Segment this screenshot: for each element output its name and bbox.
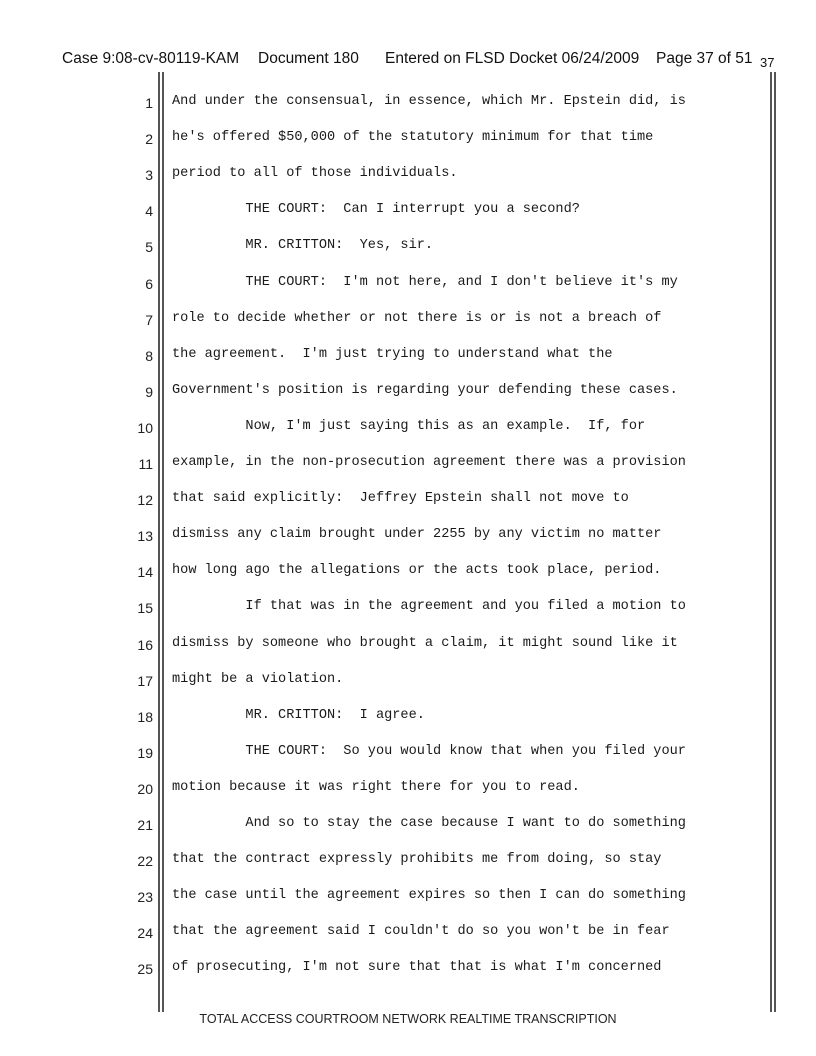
transcript-line: And under the consensual, in essence, which Mr. Epstein did, is	[172, 94, 686, 109]
transcript-line: example, in the non-prosecution agreement there was a provision	[172, 455, 686, 470]
line-number: 19	[137, 744, 153, 761]
line-number: 1	[145, 95, 153, 111]
line-number: 3	[145, 167, 153, 184]
transcript-line: THE COURT: I'm not here, and I don't believe it's my	[172, 274, 678, 290]
left-margin-rule	[158, 72, 160, 1012]
transcript-line: dismiss by someone who brought a claim, it might sound like it	[172, 635, 678, 651]
docket-entry: Entered on FLSD Docket 06/24/2009	[385, 50, 640, 67]
line-number: 17	[137, 672, 153, 689]
right-margin-rule-inner	[774, 72, 776, 1012]
transcript-line: that the contract expressly prohibits me from doing, so stay	[172, 852, 662, 868]
line-number: 12	[137, 492, 153, 509]
transcript-line: of prosecuting, I'm not sure that that is what I'm concerned	[172, 960, 662, 976]
transcript-line: role to decide whether or not there is or is not a breach of	[172, 310, 662, 326]
line-number: 21	[137, 817, 153, 833]
line-number: 24	[137, 925, 153, 942]
line-number: 18	[137, 708, 153, 725]
line-number: 9	[145, 383, 153, 400]
line-number: 14	[137, 564, 153, 581]
transcript-line: the agreement. I'm just trying to understand what the	[172, 346, 613, 362]
line-number: 4	[145, 203, 153, 220]
line-number: 22	[137, 853, 153, 870]
transcript-line: motion because it was right there for you to read.	[172, 779, 580, 795]
left-margin-rule-inner	[162, 72, 164, 1012]
line-number: 16	[137, 636, 153, 653]
transcript-line: MR. CRITTON: Yes, sir.	[172, 238, 434, 254]
transcript-line: MR. CRITTON: I agree.	[172, 707, 425, 723]
case-number: Case 9:08-cv-80119-KAM	[62, 50, 240, 67]
transcription-footer: TOTAL ACCESS COURTROOM NETWORK REALTIME TRANSCRIPTION	[199, 1012, 617, 1026]
transcript-line: If that was in the agreement and you filed a motion to	[172, 599, 686, 615]
line-number: 13	[137, 528, 153, 545]
line-number: 25	[137, 961, 153, 978]
transcript-line: THE COURT: Can I interrupt you a second?	[172, 202, 580, 218]
document-number: Document 180	[258, 50, 359, 67]
line-number: 6	[145, 275, 153, 292]
transcript-line: how long ago the allegations or the acts took place, period.	[172, 563, 662, 579]
transcript-line: that said explicitly: Jeffrey Epstein shall not move to	[172, 491, 629, 507]
transcript-line: that the agreement said I couldn't do so you won't be in fear	[172, 924, 670, 940]
transcript-line: Now, I'm just saying this as an example. If, for	[172, 418, 646, 434]
transcript-line: Government's position is regarding your defending these cases.	[172, 382, 678, 398]
docket-header	[62, 50, 782, 74]
line-number: 8	[145, 347, 153, 364]
line-number: 20	[137, 780, 153, 797]
right-margin-rule	[770, 72, 772, 1012]
transcript-line: period to all of those individuals.	[172, 166, 458, 182]
line-number: 15	[137, 600, 153, 617]
transcript-line: dismiss any claim brought under 2255 by any victim no matter	[172, 527, 662, 543]
transcript-line: THE COURT: So you would know that when you filed your	[172, 743, 686, 759]
line-number: 23	[137, 889, 153, 906]
page-count: Page 37 of 51	[656, 50, 753, 67]
page-number: 37	[760, 55, 775, 70]
line-number: 5	[145, 239, 153, 256]
transcript-line: And so to stay the case because I want to do something	[172, 816, 686, 831]
transcript-line: might be a violation.	[172, 671, 344, 687]
line-number: 2	[145, 131, 153, 148]
transcript-line: the case until the agreement expires so then I can do something	[172, 888, 686, 904]
line-number: 10	[137, 419, 153, 436]
line-number: 11	[138, 456, 153, 472]
line-number: 7	[145, 311, 153, 328]
transcript-line: he's offered $50,000 of the statutory minimum for that time	[172, 130, 654, 146]
